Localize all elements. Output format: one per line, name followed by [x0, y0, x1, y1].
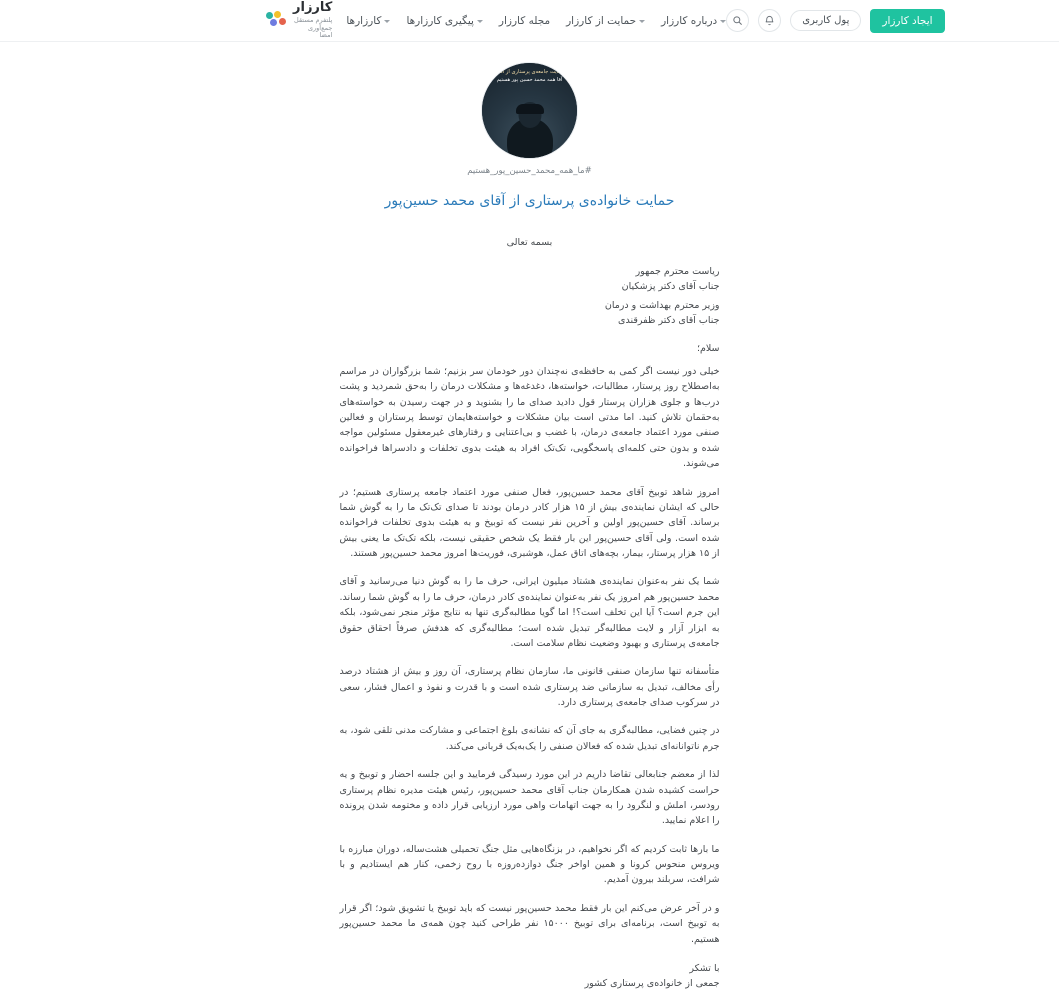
- page-body: [0, 42, 1059, 991]
- wallet-button[interactable]: پول کاربری: [790, 10, 861, 31]
- avatar-overlay-text: [482, 69, 577, 84]
- brand-text: [293, 1, 332, 39]
- addressee-line: ریاست محترم جمهور: [635, 266, 720, 277]
- besmeh-line: بسمه تعالی: [506, 237, 553, 248]
- nav-item-label: کارزارها: [346, 14, 382, 27]
- avatar-cap: [516, 104, 544, 114]
- chevron-down-icon: [384, 20, 390, 23]
- nav-item-campaigns[interactable]: [346, 15, 390, 27]
- addressee-line: جناب آقای دکتر پزشکیان: [621, 280, 720, 292]
- nav-item-follow-campaigns[interactable]: [406, 15, 482, 27]
- site-header: [0, 0, 1059, 42]
- body-paragraph: در چنین فضایی، مطالبه‌گری به جای آن که نشانه‌ی بلوغ اجتماعی و مشارکت مدنی تلقی شود، به جرم ناتوانانه‌ای تبدیل شده که فعالان صنفی را یک‌به‌یک قربانی می‌کند.: [339, 725, 720, 752]
- nav-item-label: درباره کارزار: [661, 14, 718, 27]
- campaign-avatar-photo[interactable]: [481, 62, 578, 159]
- campaign-content: [340, 62, 720, 991]
- chevron-down-icon: [477, 20, 483, 23]
- nav-item-label: پیگیری کارزارها: [406, 14, 474, 27]
- addressee-line: وزیر محترم بهداشت و درمان: [604, 300, 720, 312]
- body-paragraph: متأسفانه تنها سازمان صنفی قانونی ما، سازمان نظام پرستاری، آن روز و بیش از هشتاد درصد رأی مخالف، تبدیل به سازمانی ضد پرستاری شده است و با قدرت و نفوذ و اعمال فشار، سعی در سرکوب صدای جامعه‌ی پرستاری دارد.: [339, 666, 720, 708]
- body-paragraph: خیلی دور نیست اگر کمی به حافظه‌ی نه‌چندان دور خودمان سر بزنیم؛ شما بزرگواران در مراسم به‌اصطلاح روز پرستار، مطالبات، خواسته‌ها، دغدغه‌ها و مشکلات درمان را به‌حق شمردید و پشت درب‌ها و جلوی هزاران پرستار قول دادید صدای ما را بشنوید و در جهت رسیدن به خواسته‌های به‌حقمان تلاش کنید. اما مدتی است بیان مشکلات و خواسته‌هایمان توسط پرستاران و فعالین صنفی مورد اعتماد جامعه‌ی درمان، با غضب و بی‌اعتنایی و رفتارهای غیرمعقول مسئولین مواجه شده و بدون حتی کلمه‌ای پاسخگویی، تک‌تک افراد به هیئت بدوی تخلفات و دادسراها فراخوانده می‌شوند.: [339, 365, 720, 470]
- header-actions: [726, 9, 944, 33]
- campaign-hashtag: #ما_همه_محمد_حسین_پور_هستیم: [467, 166, 592, 176]
- chevron-down-icon: [639, 20, 645, 23]
- main-nav: [346, 15, 726, 27]
- search-icon[interactable]: [726, 9, 749, 32]
- avatar-overlay-line2: آقا همه محمد حسین پور هستیم: [496, 76, 563, 83]
- nav-item-label: مجله کارزار: [498, 14, 551, 27]
- kaarzar-dots-logo-icon: [266, 11, 286, 31]
- body-paragraph: امروز شاهد توبیخ آقای محمد حسین‌پور، فعال صنفی مورد اعتماد جامعه پرستاری هستیم؛ در حالی که ایشان نماینده‌ی بیش از ۱۵ هزار کادر درمان بودند تا صدای تک‌تک ما را به گوش شما برساند. آقای حسین‌پور اولین و آخرین نفر نیست که توبیخ و به هیئت بدوی تخلفات فراخوانده شده است. ولی آقای حسین‌پور این بار فقط یک شخص حقیقی نیست، بلکه تک‌تک ما یعنی بیش از ۱۵ هزار پرستار، بیمار، بچه‌های اتاق عمل، هوشبری، فوریت‌ها امروز محمد حسین‌پور هستند.: [339, 486, 720, 559]
- nav-item-about[interactable]: [661, 15, 726, 27]
- brand-title: کارزار: [293, 0, 333, 16]
- body-paragraph: و در آخر عرض می‌کنم این بار فقط محمد حسین‌پور نیست که باید توبیخ یا تشویق شود؛ اگر قرار به توبیخ است، برنامه‌ای برای توبیخ ۱۵۰۰۰ نفر طراحی کنید چون همه‌ی ما محمد حسین‌پور هستیم.: [339, 902, 720, 945]
- bell-notification-icon[interactable]: [758, 9, 781, 32]
- body-paragraph: ما بارها ثابت کردیم که اگر نخواهیم، در بزنگاه‌هایی مثل جنگ تحمیلی هشت‌ساله، دوران مبارزه با ویروس منحوس کرونا و همین اواخر جنگ دوازده‌روزه با روح زخمی، کنار هم ایستادیم و با شرافت، سربلند بیرون آمدیم.: [339, 843, 720, 886]
- body-paragraph: لذا از معضم جنابعالی تقاضا داریم در این مورد رسیدگی فرمایید و این جلسه احضار و توبیخ و یه حراست کشیده شدن همکارمان جناب آقای محمد حسین‌پور، رئیس هیئت مدیره نظام پرستاری رود‌سر، املش و لنگرود را به جهت اتهامات واهی مورد ارزیابی قرار داده و مختومه شدن پرونده را اعلام نمایید.: [339, 769, 720, 827]
- nav-item-label: حمایت از کارزار: [566, 14, 637, 27]
- avatar-wrap: [340, 62, 720, 159]
- greeting-line: سلام؛: [696, 342, 720, 354]
- page-title: حمایت خانواده‌ی پرستاری از آقای محمد حسین‌پور: [384, 193, 675, 209]
- brand-subtitle: پلتفرم مستقل جمع‌آوری امضا: [294, 16, 333, 40]
- addressee-block: [340, 265, 720, 329]
- avatar-overlay-line1: حمایت جامعه‌ی پرستاری از آقای: [494, 69, 565, 75]
- body-paragraph: شما یک نفر به‌عنوان نماینده‌ی هشتاد میلیون ایرانی، حرف ما را به گوش دنیا می‌رسانید و آقای محمد حسین‌پور هم امروز یک نفر به‌عنوان نماینده‌ی کادر درمان، حرف ما را به گوش شما رساند. این جرم است؟ آیا این تخلف است؟! اما گویا مطالبه‌گری تنها به نتایج مؤثر منجر نمی‌شود، بلکه به ابزار آزار و لا‌یت مطالبه‌گر تبدیل شده است؛ مطالبه‌گری که هدفش صرفاً احقاق حقوق جامعه‌ی پرستاری و بهبود وضعیت نظام سلامت است.: [339, 576, 720, 649]
- nav-item-magazine[interactable]: [499, 15, 550, 27]
- signature-line: با تشکر: [689, 962, 720, 974]
- addressee-line: جناب آقای دکتر ظفرقندی: [618, 315, 720, 327]
- signature-line: جمعی از خانواده‌ی پرستاری کشور: [584, 978, 720, 990]
- brand-logo-block[interactable]: [266, 1, 332, 39]
- nav-item-support-campaign[interactable]: [566, 15, 645, 27]
- create-campaign-button[interactable]: ایجاد کارزار: [870, 9, 944, 33]
- signature-block: [340, 961, 720, 991]
- chevron-down-icon: [720, 20, 726, 23]
